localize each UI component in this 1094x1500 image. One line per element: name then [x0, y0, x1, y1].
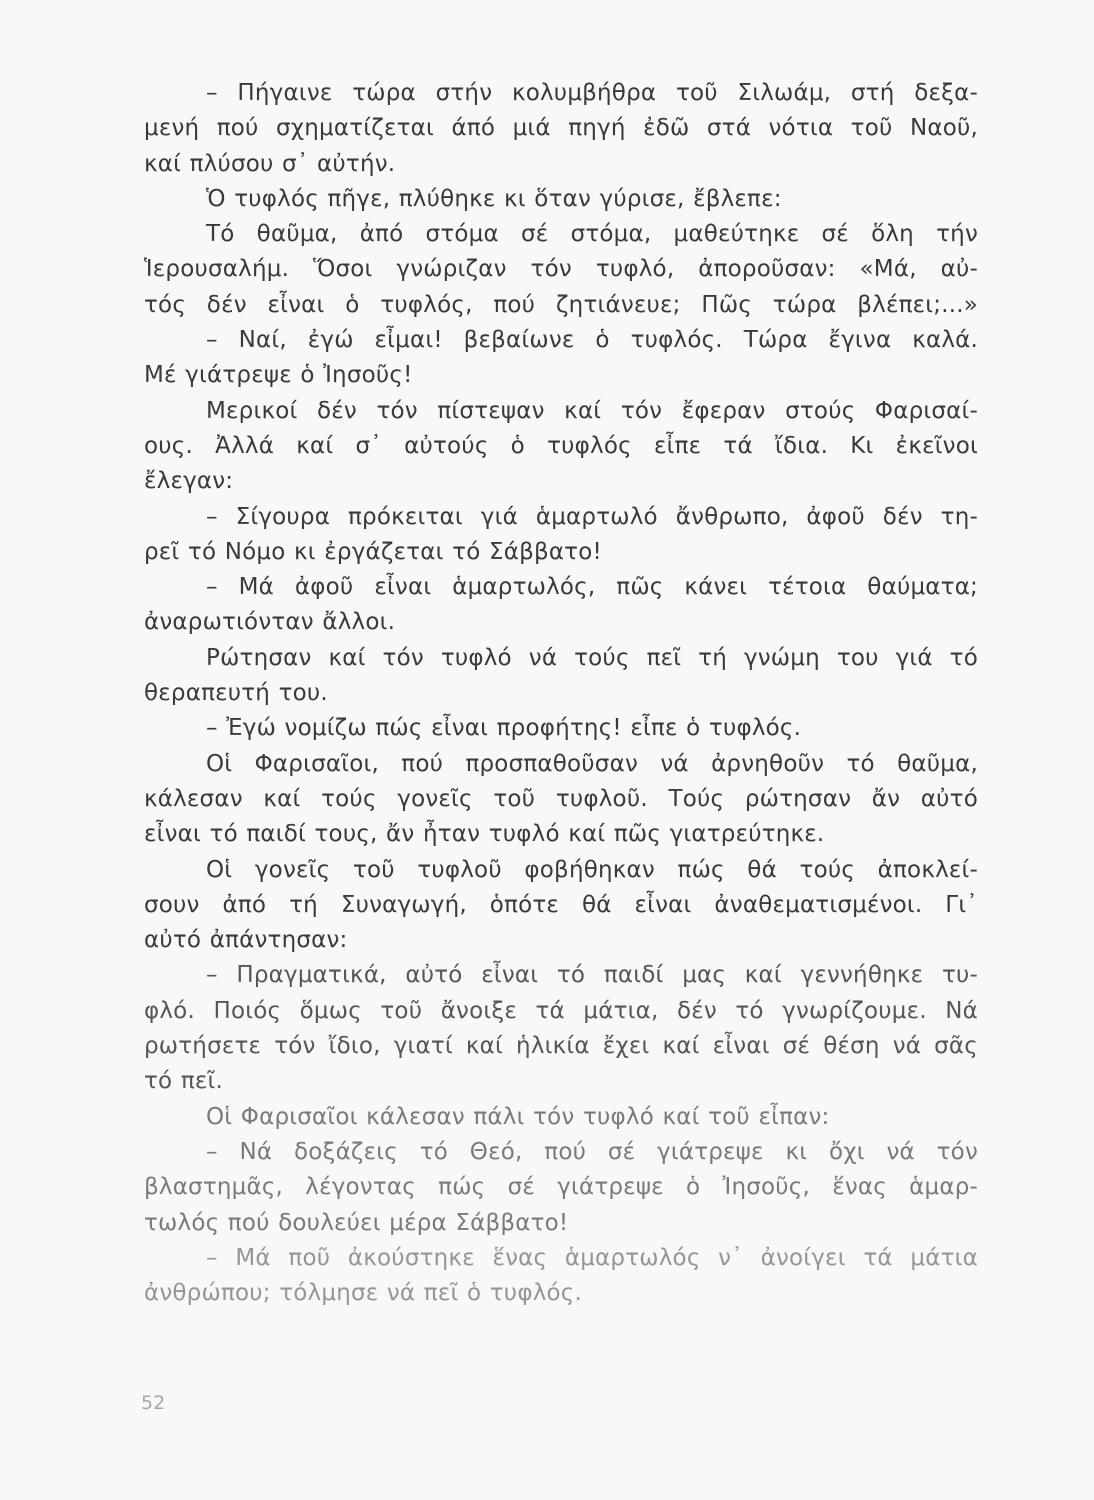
text-line: – Νά δοξάζεις τό Θεό, πού σέ γιάτρεψε κι ὄχι νά τόν	[206, 1138, 978, 1165]
text-line: μενή πού σχηματίζεται άπό μιά πηγή ἐδῶ στά νότια τοῦ Ναοῦ,	[144, 115, 978, 142]
text-line: ους. Ἀλλά καί σ᾽ αὐτούς ὁ τυφλός εἶπε τά ἴδια. Κι ἐκεῖνοι	[144, 432, 978, 459]
text-line: ρωτήσετε τόν ἴδιο, γιατί καί ἡλικία ἔχει καί εἶναι σέ θέση νά σᾶς	[144, 1033, 978, 1060]
text-line: τό πεῖ.	[144, 1068, 224, 1095]
text-line: Ρώτησαν καί τόν τυφλό νά τούς πεῖ τή γνώμη του γιά τό	[206, 644, 978, 671]
text-line: – Σίγουρα πρόκειται γιά ἁμαρτωλό ἄνθρωπο, ἀφοῦ δέν τη-	[206, 503, 978, 530]
text-line: – Ἐγώ νομίζω πώς εἶναι προφήτης! εἶπε ὁ τυφλός.	[206, 715, 802, 742]
text-line: θεραπευτή του.	[144, 680, 328, 707]
text-line: ἔλεγαν:	[144, 468, 234, 495]
text-line: καί πλύσου σ᾽ αὐτήν.	[144, 150, 396, 177]
text-line: – Μά ποῦ ἀκούστηκε ἕνας ἁμαρτωλός ν᾽ ἀνοίγει τά μάτια	[206, 1244, 978, 1271]
text-line: εἶναι τό παιδί τους, ἄν ἦταν τυφλό καί πῶς γιατρεύτηκε.	[144, 821, 825, 848]
text-line: Τό θαῦμα, ἀπό στόμα σέ στόμα, μαθεύτηκε σέ ὅλη τήν	[206, 221, 978, 248]
text-line: – Μά ἀφοῦ εἶναι ἁμαρτωλός, πῶς κάνει τέτοια θαύματα;	[206, 574, 978, 601]
text-line: Οἱ Φαρισαῖοι κάλεσαν πάλι τόν τυφλό καί τοῦ εἶπαν:	[206, 1103, 830, 1130]
text-line: – Πραγματικά, αὐτό εἶναι τό παιδί μας καί γεννήθηκε τυ-	[206, 962, 978, 989]
text-line: Ὁ τυφλός πῆγε, πλύθηκε κι ὅταν γύρισε, ἔβλεπε:	[206, 185, 782, 212]
text-line: τός δέν εἶναι ὁ τυφλός, πού ζητιάνευε; Πῶς τώρα βλέπει;...»	[144, 291, 978, 318]
text-line: Ἱερουσαλήμ. Ὅσοι γνώριζαν τόν τυφλό, ἀποροῦσαν: «Μά, αὐ-	[144, 256, 978, 283]
body-text	[144, 76, 978, 1311]
text-line: βλαστημᾶς, λέγοντας πώς σέ γιάτρεψε ὁ Ἰησοῦς, ἕνας ἁμαρ-	[144, 1174, 978, 1201]
text-line: Οἱ γονεῖς τοῦ τυφλοῦ φοβήθηκαν πώς θά τούς ἀποκλεί-	[206, 856, 978, 883]
text-line: Μέ γιάτρεψε ὁ Ἰησοῦς!	[144, 362, 413, 389]
text-line: – Ναί, ἐγώ εἶμαι! βεβαίωνε ὁ τυφλός. Τώρα ἔγινα καλά.	[206, 327, 978, 354]
text-line: Οἱ Φαρισαῖοι, πού προσπαθοῦσαν νά ἀρνηθοῦν τό θαῦμα,	[206, 750, 978, 777]
text-line: κάλεσαν καί τούς γονεῖς τοῦ τυφλοῦ. Τούς ρώτησαν ἄν αὐτό	[144, 785, 978, 812]
text-line: ρεῖ τό Νόμο κι ἐργάζεται τό Σάββατο!	[144, 538, 602, 565]
text-line: αὐτό ἀπάντησαν:	[144, 927, 348, 954]
page-number: 52	[141, 1392, 166, 1414]
text-line: ἀναρωτιόνταν ἄλλοι.	[144, 609, 396, 636]
text-line: ἀνθρώπου; τόλμησε νά πεῖ ὁ τυφλός.	[144, 1280, 582, 1307]
text-line: τωλός πού δουλεύει μέρα Σάββατο!	[144, 1209, 569, 1236]
text-line: φλό. Ποιός ὅμως τοῦ ἄνοιξε τά μάτια, δέν τό γνωρίζουμε. Νά	[144, 997, 978, 1024]
text-line: Μερικοί δέν τόν πίστεψαν καί τόν ἔφεραν στούς Φαρισαί-	[206, 397, 978, 424]
text-line: σουν ἀπό τή Συναγωγή, ὁπότε θά εἶναι ἀναθεματισμένοι. Γι᾽	[144, 891, 978, 918]
text-line: – Πήγαινε τώρα στήν κολυμβήθρα τοῦ Σιλωάμ, στή δεξα-	[206, 80, 978, 106]
